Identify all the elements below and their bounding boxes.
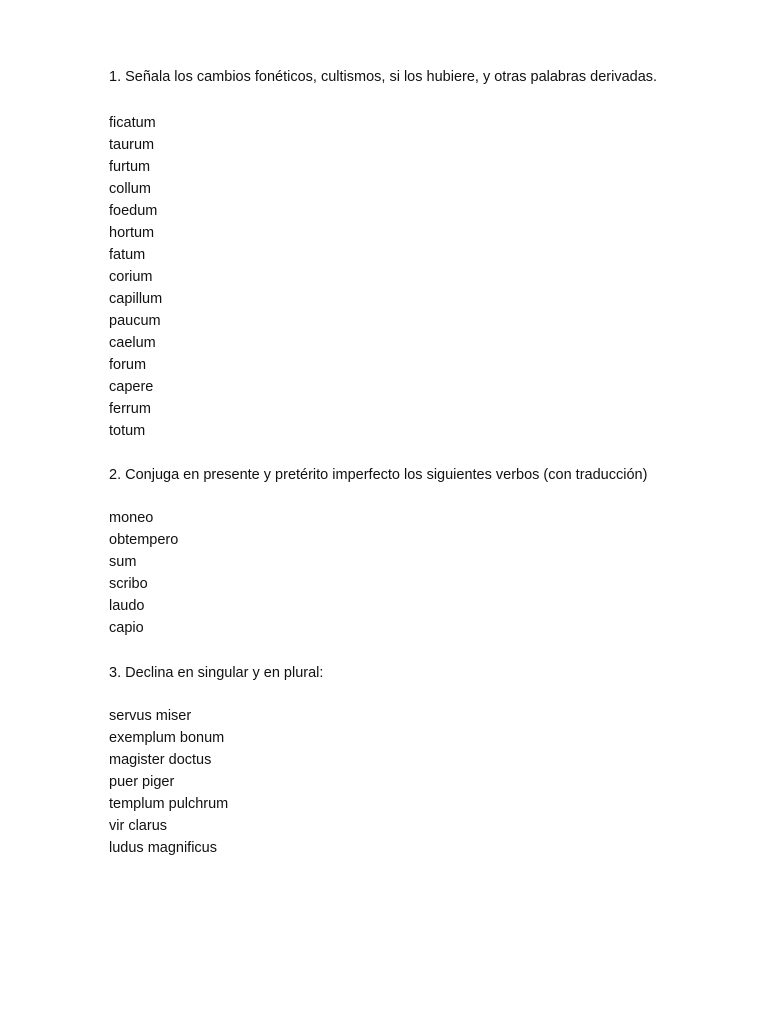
word-item: paucum <box>109 313 161 329</box>
exercise-2 <box>109 465 729 639</box>
phrase-item: vir clarus <box>109 818 168 834</box>
word-item: capere <box>109 379 154 395</box>
exercise-2-verb-list <box>109 507 729 639</box>
verb-item: laudo <box>109 598 145 614</box>
phrase-item: puer piger <box>109 774 175 790</box>
phrase-item: exemplum bonum <box>109 730 225 746</box>
word-item: totum <box>109 423 146 439</box>
phrase-item: ludus magnificus <box>109 840 217 856</box>
word-item: caelum <box>109 335 156 351</box>
verb-item: sum <box>109 554 137 570</box>
word-item: ficatum <box>109 115 156 131</box>
word-item: taurum <box>109 137 155 153</box>
word-item: foedum <box>109 203 158 219</box>
phrase-item: servus miser <box>109 708 192 724</box>
word-item: forum <box>109 357 147 373</box>
word-item: corium <box>109 269 153 285</box>
word-item: fatum <box>109 247 146 263</box>
phrase-item: templum pulchrum <box>109 796 229 812</box>
exercise-2-heading: 2. Conjuga en presente y pretérito imperfecto los siguientes verbos (con traducción) <box>109 467 648 483</box>
word-item: hortum <box>109 225 155 241</box>
verb-item: obtempero <box>109 532 179 548</box>
exercise-3-heading: 3. Declina en singular y en plural: <box>109 665 324 681</box>
exercise-3-phrase-list <box>109 705 729 859</box>
exercise-1-word-list <box>109 112 729 442</box>
verb-item: capio <box>109 620 144 636</box>
word-item: ferrum <box>109 401 151 417</box>
word-item: collum <box>109 181 151 197</box>
exercise-1 <box>109 67 729 442</box>
phrase-item: magister doctus <box>109 752 212 768</box>
exercise-sheet <box>109 67 729 859</box>
exercise-1-heading: 1. Señala los cambios fonéticos, cultismos, si los hubiere, y otras palabras derivadas. <box>109 69 658 85</box>
exercise-3 <box>109 663 729 859</box>
verb-item: scribo <box>109 576 148 592</box>
word-item: furtum <box>109 159 151 175</box>
word-item: capillum <box>109 291 163 307</box>
verb-item: moneo <box>109 510 154 526</box>
